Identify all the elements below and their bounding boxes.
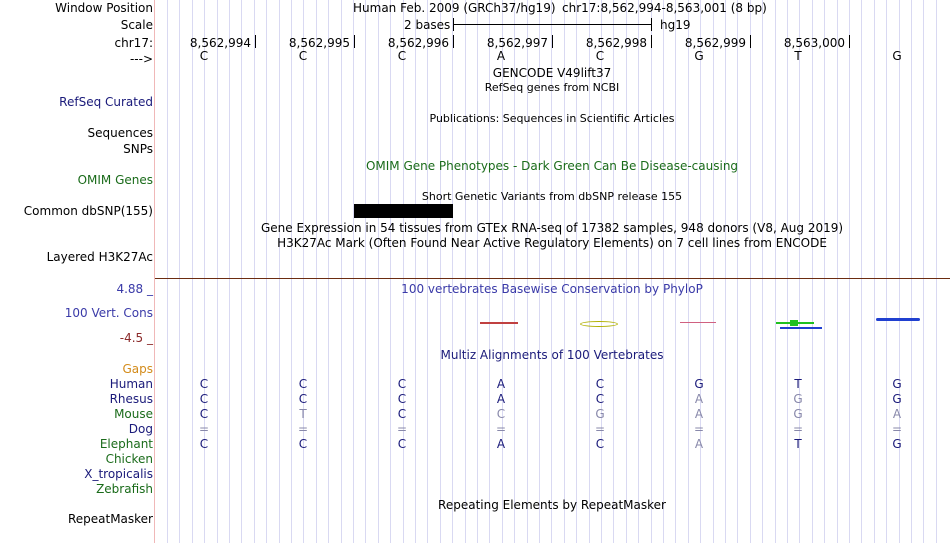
label-repeatmasker[interactable]: RepeatMasker xyxy=(67,512,153,526)
alignment-base: = xyxy=(693,422,705,436)
alignment-base: C xyxy=(199,437,209,451)
alignment-base: = xyxy=(495,422,507,436)
label-species-zebrafish[interactable]: Zebrafish xyxy=(96,482,153,496)
label-sequences[interactable]: Sequences xyxy=(87,126,153,140)
alignment-base: G xyxy=(694,377,704,391)
conservation-mark xyxy=(790,320,798,326)
label-window-position: Window Position xyxy=(55,1,153,15)
alignment-base: C xyxy=(298,437,308,451)
label-species-dog[interactable]: Dog xyxy=(128,422,153,436)
alignment-base: G xyxy=(892,437,902,451)
alignment-base: C xyxy=(199,377,209,391)
ruler-tick xyxy=(849,35,850,48)
label-gaps[interactable]: Gaps xyxy=(122,362,153,376)
alignment-base: A xyxy=(892,407,902,421)
scale-bar-line xyxy=(453,24,652,25)
ruler-position: 8,563,000 xyxy=(783,36,845,50)
ruler-position: 8,562,995 xyxy=(288,36,350,50)
alignment-base: A xyxy=(496,377,506,391)
alignment-base: A xyxy=(694,407,704,421)
ruler-tick xyxy=(651,35,652,48)
sequence-base: G xyxy=(694,49,704,63)
ruler-tick xyxy=(750,35,751,48)
conservation-mark xyxy=(480,322,518,324)
label-species-human[interactable]: Human xyxy=(109,377,153,391)
scale-bar-right-tick xyxy=(651,18,652,31)
alignment-base: = xyxy=(792,422,804,436)
alignment-base: C xyxy=(397,392,407,406)
alignment-base: G xyxy=(793,407,803,421)
label-species-rhesus[interactable]: Rhesus xyxy=(109,392,153,406)
ruler-tick xyxy=(453,35,454,48)
sequence-base: C xyxy=(397,49,407,63)
alignment-base: C xyxy=(298,377,308,391)
label-phylop-min: -4.5 _ xyxy=(119,331,153,345)
label-phylop-max: 4.88 _ xyxy=(116,282,153,296)
alignment-base: C xyxy=(397,407,407,421)
label-common-dbsnp[interactable]: Common dbSNP(155) xyxy=(23,204,153,218)
track-separator xyxy=(155,278,950,279)
label-species-xtropicalis[interactable]: X_tropicalis xyxy=(84,467,153,481)
ruler-tick xyxy=(354,35,355,48)
label-layered-h3k27ac[interactable]: Layered H3K27Ac xyxy=(46,250,153,264)
label-species-mouse[interactable]: Mouse xyxy=(114,407,153,421)
alignment-base: C xyxy=(595,437,605,451)
alignment-base: C xyxy=(397,377,407,391)
alignment-base: G xyxy=(892,377,902,391)
alignment-base: A xyxy=(694,392,704,406)
conservation-mark xyxy=(680,322,716,323)
window-position-value: chr17:8,562,994-8,563,001 (8 bp) xyxy=(562,1,767,15)
conservation-mark xyxy=(580,321,618,327)
alignment-base: C xyxy=(595,392,605,406)
label-refseq-curated[interactable]: RefSeq Curated xyxy=(59,95,153,109)
label-snps[interactable]: SNPs xyxy=(123,142,153,156)
ruler-position: 8,562,997 xyxy=(486,36,548,50)
alignment-base: C xyxy=(298,392,308,406)
track-label-panel xyxy=(0,0,153,543)
ruler-position: 8,562,999 xyxy=(684,36,746,50)
label-species-elephant[interactable]: Elephant xyxy=(99,437,153,451)
alignment-base: = xyxy=(891,422,903,436)
scale-bar-label: 2 bases xyxy=(404,18,451,32)
label-species-chicken[interactable]: Chicken xyxy=(105,452,153,466)
label-100-vert-cons[interactable]: 100 Vert. Cons xyxy=(64,306,153,320)
alignment-base: T xyxy=(299,407,307,421)
alignment-base: A xyxy=(694,437,704,451)
ruler-tick xyxy=(552,35,553,48)
sequence-base: C xyxy=(199,49,209,63)
label-scale: Scale xyxy=(120,18,153,32)
track-title-gencode[interactable]: GENCODE V49lift37 xyxy=(492,66,612,80)
sequence-base: A xyxy=(496,49,506,63)
track-title-repeatmasker[interactable]: Repeating Elements by RepeatMasker xyxy=(438,498,666,512)
alignment-base: T xyxy=(794,437,802,451)
alignment-base: = xyxy=(396,422,408,436)
conservation-mark xyxy=(780,327,822,329)
track-title-refseq[interactable]: RefSeq genes from NCBI xyxy=(484,81,620,94)
sequence-base: G xyxy=(892,49,902,63)
alignment-base: = xyxy=(594,422,606,436)
track-title-phylop[interactable]: 100 vertebrates Basewise Conservation by PhyloP xyxy=(401,282,703,296)
label-omim-genes[interactable]: OMIM Genes xyxy=(77,173,153,187)
scale-db-label: hg19 xyxy=(660,18,691,32)
assembly-title: Human Feb. 2009 (GRCh37/hg19) xyxy=(353,1,556,15)
track-title-dbsnp[interactable]: Short Genetic Variants from dbSNP release 155 xyxy=(421,190,683,203)
alignment-base: C xyxy=(199,392,209,406)
track-title-h3k27ac[interactable]: H3K27Ac Mark (Often Found Near Active Regulatory Elements) on 7 cell lines from ENCODE xyxy=(277,236,827,250)
ruler-tick xyxy=(255,35,256,48)
ruler-position: 8,562,996 xyxy=(387,36,449,50)
ruler-position: 8,562,998 xyxy=(585,36,647,50)
track-title-gtex[interactable]: Gene Expression in 54 tissues from GTEx RNA-seq of 17382 samples, 948 donors (V8, Aug 2019) xyxy=(260,221,844,235)
dbsnp-variant-bar[interactable] xyxy=(354,204,453,218)
alignment-base: = xyxy=(198,422,210,436)
alignment-base: G xyxy=(595,407,605,421)
label-strand-arrow: ---> xyxy=(129,52,153,66)
sequence-base: C xyxy=(595,49,605,63)
alignment-base: G xyxy=(793,392,803,406)
label-chrom: chr17: xyxy=(114,36,153,50)
ruler-position: 8,562,994 xyxy=(189,36,251,50)
alignment-base: G xyxy=(892,392,902,406)
alignment-base: A xyxy=(496,437,506,451)
alignment-base: C xyxy=(397,437,407,451)
alignment-base: C xyxy=(496,407,506,421)
alignment-base: C xyxy=(595,377,605,391)
track-title-publications[interactable]: Publications: Sequences in Scientific Articles xyxy=(429,112,675,125)
alignment-base: = xyxy=(297,422,309,436)
sequence-base: C xyxy=(298,49,308,63)
sequence-base: T xyxy=(794,49,802,63)
track-title-omim[interactable]: OMIM Gene Phenotypes - Dark Green Can Be Disease-causing xyxy=(365,159,739,173)
alignment-base: T xyxy=(794,377,802,391)
alignment-base: A xyxy=(496,392,506,406)
conservation-mark xyxy=(876,318,920,321)
alignment-base: C xyxy=(199,407,209,421)
track-title-multiz[interactable]: Multiz Alignments of 100 Vertebrates xyxy=(440,348,664,362)
